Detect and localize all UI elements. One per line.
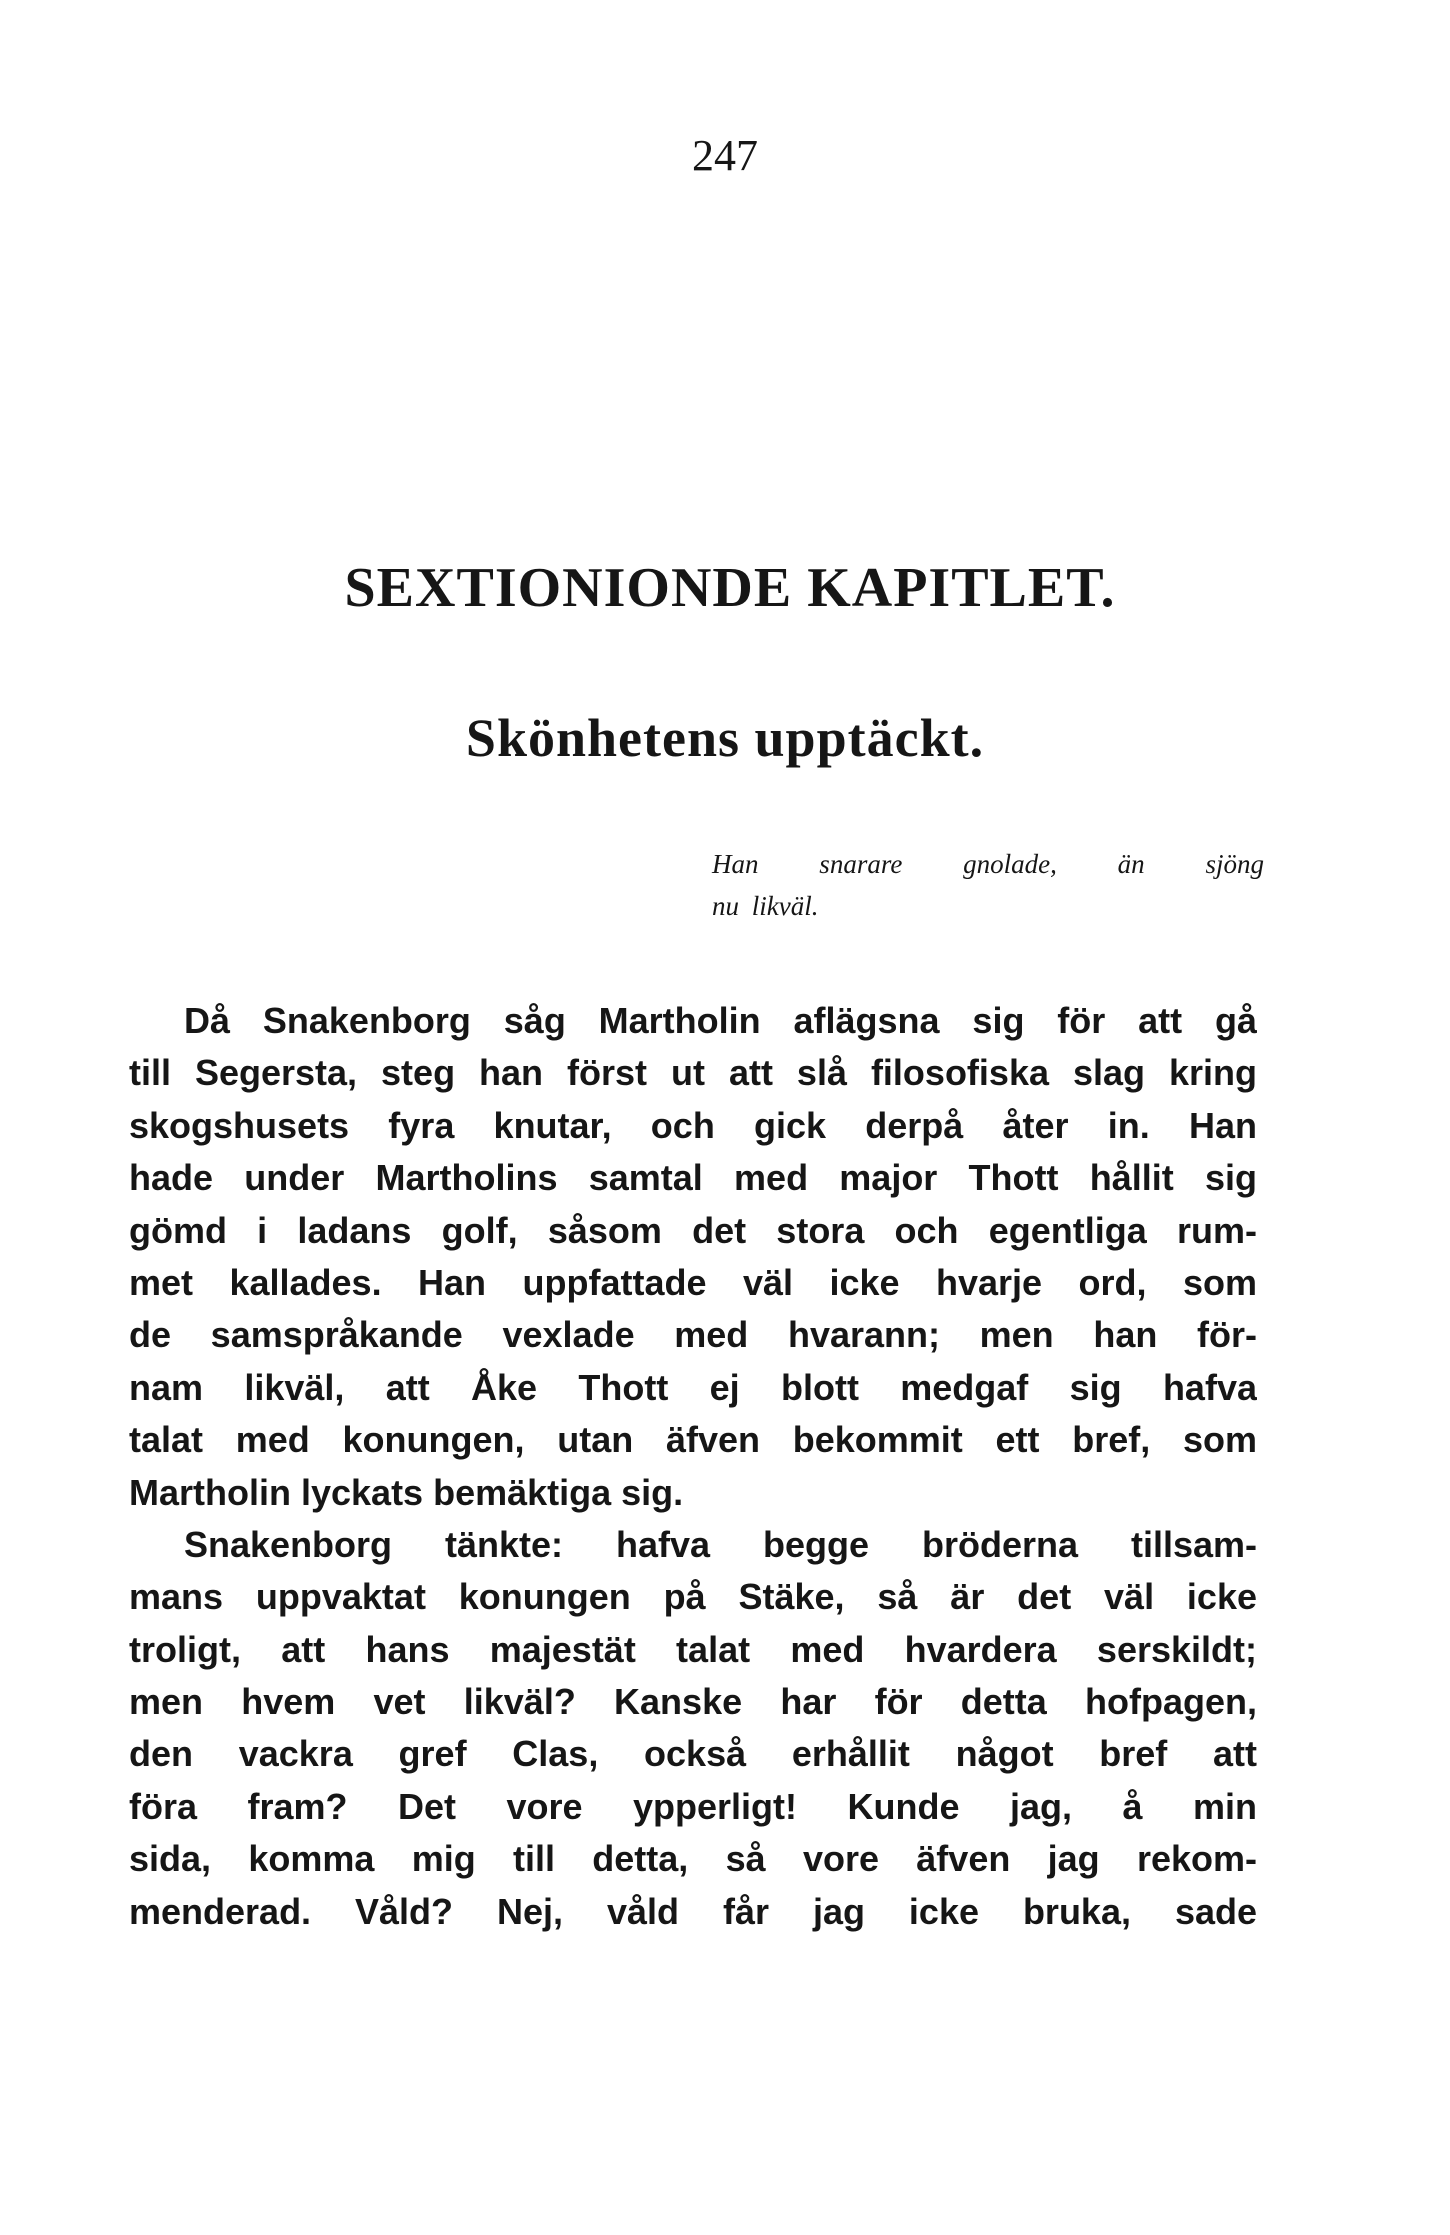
text-line: Snakenborg tänkte: hafva begge bröderna tillsam- bbox=[184, 1523, 1257, 1565]
chapter-subtitle: Skönhetens upptäckt. bbox=[465, 708, 985, 768]
text-line: men hvem vet likväl? Kanske har för detta hofpagen, bbox=[129, 1681, 1257, 1723]
epigraph bbox=[712, 843, 1264, 927]
text-line: met kallades. Han uppfattade väl icke hvarje ord, som bbox=[129, 1261, 1257, 1303]
text-line: nam likväl, att Åke Thott ej blott medgaf sig hafva bbox=[129, 1366, 1257, 1408]
text-line: föra fram? Det vore ypperligt! Kunde jag, å min bbox=[129, 1785, 1257, 1827]
page-number: 247 bbox=[692, 131, 758, 180]
text-line: talat med konungen, utan äfven bekommit ett bref, som bbox=[129, 1419, 1257, 1461]
paragraph-2 bbox=[129, 1519, 1257, 1938]
text-line: den vackra gref Clas, också erhållit något bref att bbox=[129, 1733, 1257, 1775]
text-line: de samspråkande vexlade med hvarann; men han för- bbox=[129, 1314, 1257, 1356]
text-line: sida, komma mig till detta, så vore äfven jag rekom- bbox=[129, 1838, 1257, 1880]
text-line: menderad. Våld? Nej, våld får jag icke bruka, sade bbox=[129, 1890, 1257, 1932]
text-line: skogshusets fyra knutar, och gick derpå åter in. Han bbox=[129, 1104, 1257, 1146]
text-line: mans uppvaktat konungen på Stäke, så är det väl icke bbox=[129, 1576, 1257, 1618]
text-line: Martholin lyckats bemäktiga sig. bbox=[129, 1471, 684, 1513]
text-line: till Segersta, steg han först ut att slå filosofiska slag kring bbox=[129, 1052, 1257, 1094]
text-line: Då Snakenborg såg Martholin aflägsna sig för att gå bbox=[184, 1000, 1257, 1041]
text-line: gömd i ladans golf, såsom det stora och egentliga rum- bbox=[129, 1209, 1257, 1251]
paragraph-1 bbox=[129, 995, 1257, 1519]
epigraph-line: nu likväl. bbox=[712, 891, 819, 921]
chapter-title: SEXTIONIONDE KAPITLET. bbox=[344, 557, 1116, 619]
body-text bbox=[129, 995, 1257, 1938]
epigraph-line: Han snarare gnolade, än sjöng bbox=[712, 849, 1264, 879]
text-line: hade under Martholins samtal med major Thott hållit sig bbox=[129, 1157, 1257, 1199]
text-line: troligt, att hans majestät talat med hvardera serskildt; bbox=[129, 1628, 1257, 1670]
